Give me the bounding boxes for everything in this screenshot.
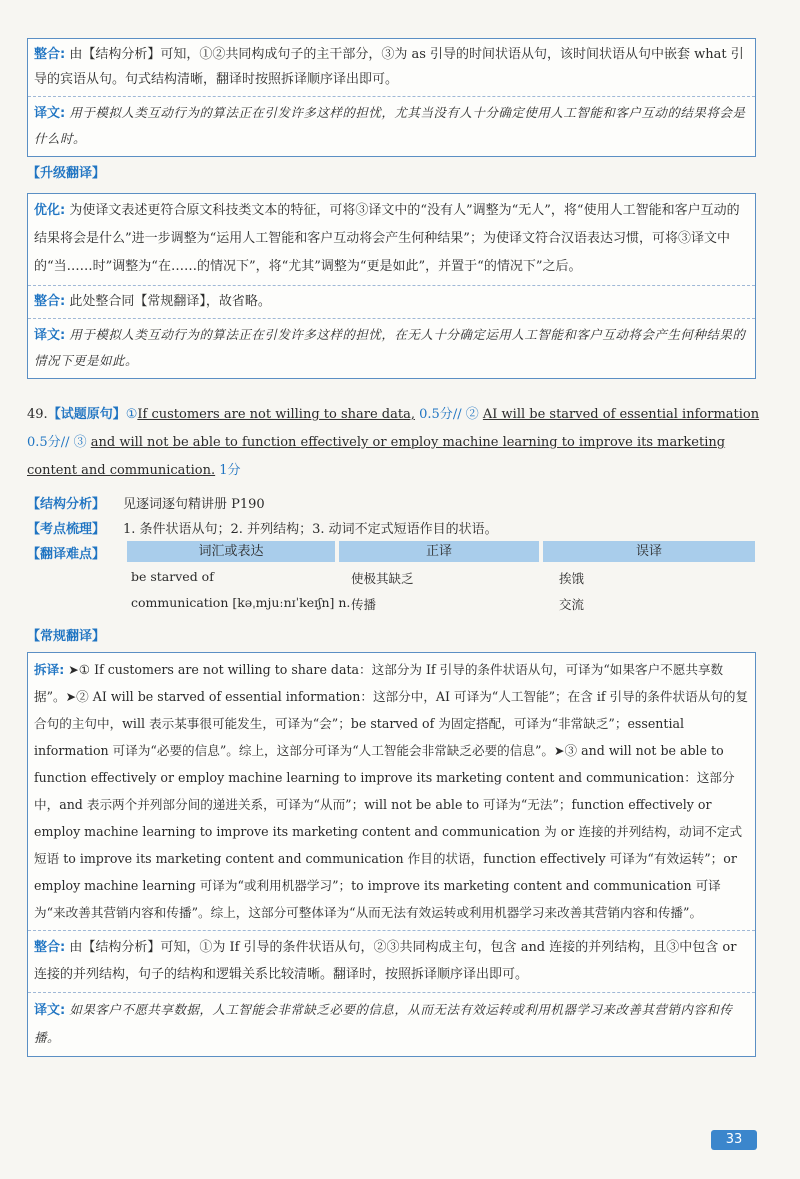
top-analysis-box bbox=[27, 38, 756, 157]
page-number: 33 bbox=[711, 1130, 757, 1150]
question-number: 49. bbox=[27, 407, 48, 422]
translation-label: 译文: bbox=[34, 106, 66, 121]
part-3: and will not be able to function effectively or employ machine learning to improve its marketing content and communication. bbox=[27, 435, 726, 478]
structure-text: 见逐词逐句精讲册 P190 bbox=[123, 497, 265, 512]
vocab-wrong-1: 挨饿 bbox=[559, 571, 585, 586]
regular-integrate-label: 整合: bbox=[34, 940, 66, 955]
difficulty-row bbox=[27, 543, 123, 562]
question-tag: 【试题原句】 bbox=[47, 407, 126, 422]
score-1: 0.5分 bbox=[419, 407, 453, 422]
regular-integrate-text: 由【结构分析】可知，①为 If 引导的条件状语从句，②③共同构成主句，包含 and 连接的并列结构，且③中包含 or 连接的并列结构，句子的结构和逻辑关系比较清晰。翻译时，按照拆译顺序译出即可。 bbox=[34, 940, 737, 982]
integrate-text: 由【结构分析】可知，①②共同构成句子的主干部分，③为 as 引导的时间状语从句，该时间状语从句中嵌套 what 引导的宾语从句。句式结构清晰，翻译时按照拆译顺序译出即可。 bbox=[34, 47, 744, 87]
circle-2: ② bbox=[465, 407, 479, 422]
part-1: If customers are not willing to share data, bbox=[137, 407, 415, 422]
upgrade-heading: 【升级翻译】 bbox=[27, 166, 106, 181]
score-3: 1分 bbox=[219, 463, 241, 478]
upgrade-translation-text: 用于模拟人类互动行为的算法正在引发许多这样的担忧，在无人十分确定运用人工智能和客户互动将会产生何种结果的情况下更是如此。 bbox=[34, 327, 746, 368]
regular-integrate-row bbox=[28, 931, 755, 993]
separator-1: // bbox=[452, 407, 462, 422]
vocab-term-1: be starved of bbox=[131, 569, 214, 584]
points-label: 【考点梳理】 bbox=[27, 522, 106, 537]
difficulty-label: 【翻译难点】 bbox=[27, 547, 106, 562]
vocab-header-term: 词汇或表达 bbox=[127, 541, 335, 562]
regular-translation-text: 如果客户不愿共享数据，人工智能会非常缺乏必要的信息，从而无法有效运转或利用机器学习来改善其营销内容和传播。 bbox=[34, 1002, 733, 1045]
vocab-right-2: 传播 bbox=[351, 597, 377, 612]
upgrade-box bbox=[27, 193, 756, 379]
circle-3: ③ bbox=[73, 435, 87, 450]
split-label: 拆译: bbox=[34, 662, 65, 677]
structure-row bbox=[27, 493, 265, 512]
translation-row bbox=[28, 97, 755, 156]
regular-heading: 【常规翻译】 bbox=[27, 629, 106, 644]
integrate-row bbox=[28, 39, 755, 97]
points-text: 1. 条件状语从句；2. 并列结构；3. 动词不定式短语作目的状语。 bbox=[123, 522, 498, 537]
split-row bbox=[28, 653, 755, 931]
vocab-header-right: 正译 bbox=[339, 541, 539, 562]
regular-translation-row bbox=[28, 993, 755, 1056]
regular-box bbox=[27, 652, 756, 1057]
vocab-term-2: communication [kəˌmjuːnɪˈkeɪʃn] n. bbox=[131, 595, 351, 610]
part-2: AI will be starved of essential information bbox=[482, 407, 760, 422]
vocab-table bbox=[127, 541, 757, 621]
upgrade-integrate-label: 整合: bbox=[34, 294, 66, 309]
upgrade-translation-row bbox=[28, 319, 755, 378]
upgrade-integrate-text: 此处整合同【常规翻译】，故省略。 bbox=[69, 294, 271, 309]
optimize-label: 优化: bbox=[34, 203, 66, 218]
vocab-header-wrong: 误译 bbox=[543, 541, 755, 562]
optimize-row bbox=[28, 194, 755, 286]
points-row bbox=[27, 518, 498, 537]
integrate-label: 整合: bbox=[34, 47, 66, 62]
upgrade-integrate-row bbox=[28, 286, 755, 319]
circle-1: ① bbox=[125, 407, 138, 422]
translation-text: 用于模拟人类互动行为的算法正在引发许多这样的担忧，尤其当没有人十分确定使用人工智能和客户互动的结果将会是什么时。 bbox=[34, 105, 746, 146]
vocab-wrong-2: 交流 bbox=[559, 597, 585, 612]
regular-translation-label: 译文: bbox=[34, 1003, 66, 1018]
structure-label: 【结构分析】 bbox=[27, 497, 106, 512]
separator-2: // bbox=[60, 435, 70, 450]
upgrade-translation-label: 译文: bbox=[34, 328, 66, 343]
split-text: ➤① If customers are not willing to share data：这部分为 If 引导的条件状语从句，可译为“如果客户不愿共享数据”。➤② AI will be starved of essential information：这部分中，AI 可译为“人工智能”；在含 if 引导的条件状语从句的复合句的主句中，will 表示某事很可能发生，可译为“会”；be starved of 为固定搭配，可译为“非常缺乏”；essential information 可译为“必要的信息”。综上，这部分可译为“人工智能会非常缺乏必要的信息”。➤③ and will not be able to function effectively or employ machine learning to improve its marketing content and communication：这部分中，and 表示两个并列部分间的递进关系，可译为“从而”；will not be able to 可译为“无法”；function effectively or employ machine learning to improve its marketing content and communication 为 or 连接的并列结构，动词不定式短语 to improve its marketing content and communication 作目的状语，function effectively 可译为“有效运转”；or employ machine learning 可译为“或利用机器学习”；to improve its marketing content and communication 可译为“来改善其营销内容和传播”。综上，这部分可整体译为“从而无法有效运转或利用机器学习来改善其营销内容和传播”。 bbox=[34, 662, 749, 920]
score-2: 0.5分 bbox=[27, 435, 61, 450]
vocab-right-1: 使极其缺乏 bbox=[351, 571, 414, 586]
question-49 bbox=[27, 401, 762, 485]
optimize-text: 为使译文表述更符合原文科技类文本的特征，可将③译文中的“没有人”调整为“无人”，将“使用人工智能和客户互动的结果将会是什么”进一步调整为“运用人工智能和客户互动将会产生何种结果”；为使译文符合汉语表达习惯，可将③译文中的“当……时”调整为“在……的情况下”，将“尤其”调整为“更是如此”，并置于“的情况下”之后。 bbox=[34, 203, 740, 274]
